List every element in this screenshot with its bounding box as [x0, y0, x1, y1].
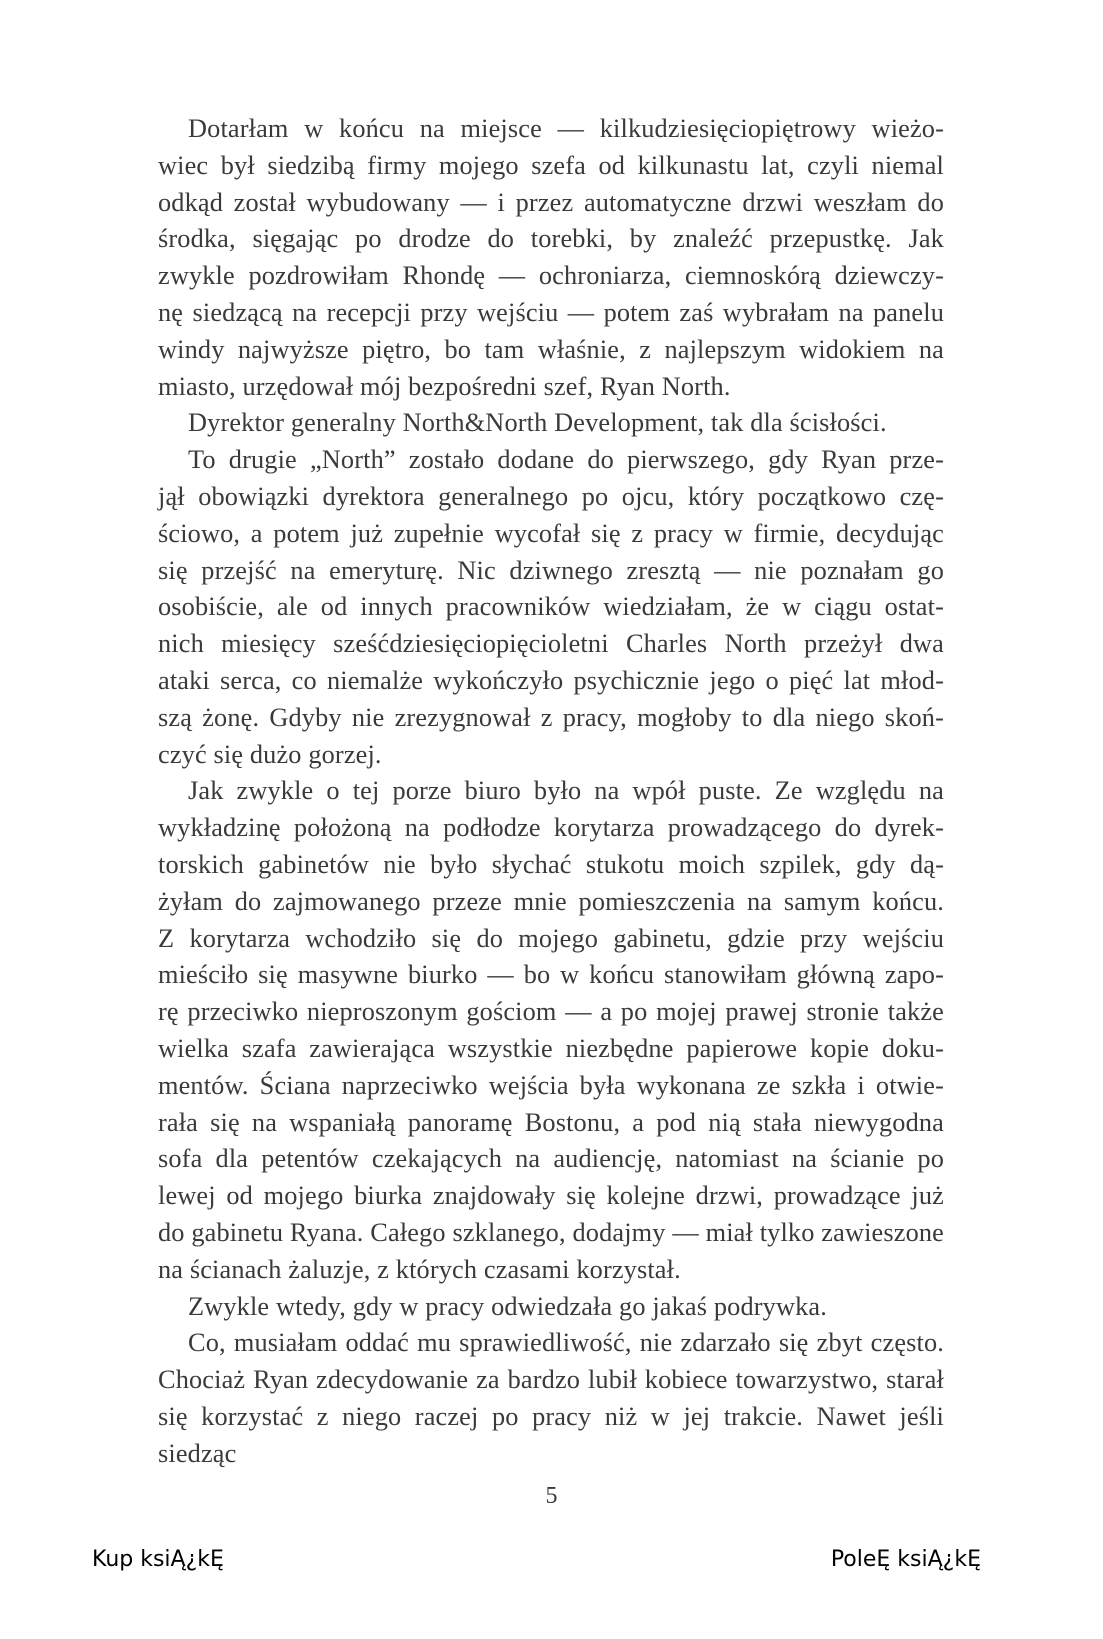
paragraph-line: środka, sięgając po drodze do torebki, by znaleźć przepustkę. Jak: [158, 224, 944, 254]
paragraph-line: jął obowiązki dyrektora generalnego po ojcu, który początkowo czę-: [158, 481, 944, 511]
paragraph-line: torskich gabinetów nie było słychać stukotu moich szpilek, gdy dą-: [158, 849, 944, 879]
paragraph-line: Dyrektor generalny North&North Development, tak dla ścisłości.: [188, 408, 887, 438]
paragraph-line: wielka szafa zawierająca wszystkie niezbędne papierowe kopie doku-: [158, 1033, 944, 1063]
paragraph-line: na ścianach żaluzje, z których czasami korzystał.: [158, 1254, 681, 1284]
paragraph-line: nich miesięcy sześćdziesięciopięcioletni Charles North przeżył dwa: [158, 629, 944, 659]
paragraph-line: żyłam do zajmowanego przeze mnie pomieszczenia na samym końcu.: [158, 886, 944, 916]
paragraph-line: zwykle pozdrowiłam Rhondę — ochroniarza, ciemnoskórą dziewczy-: [158, 261, 944, 291]
paragraph-line: lewej od mojego biurka znajdowały się kolejne drzwi, prowadzące już: [158, 1181, 944, 1211]
paragraph-line: się korzystać z niego raczej po pracy niż w jej trakcie. Nawet jeśli siedząc: [158, 1401, 944, 1468]
paragraph-line: Co, musiałam oddać mu sprawiedliwość, nie zdarzało się zbyt często.: [188, 1328, 944, 1358]
paragraph-line: ataki serca, co niemalże wykończyło psychicznie jego o pięć lat młod-: [158, 665, 944, 695]
body-text: [158, 111, 944, 1472]
paragraph-line: windy najwyższe piętro, bo tam właśnie, z najlepszym widokiem na: [158, 334, 944, 364]
paragraph-line: mentów. Ściana naprzeciwko wejścia była wykonana ze szkła i otwie-: [158, 1070, 944, 1100]
paragraph-line: Dotarłam w końcu na miejsce — kilkudziesięciopiętrowy wieżo-: [188, 114, 944, 143]
paragraph-line: Zwykle wtedy, gdy w pracy odwiedzała go jakaś podrywka.: [188, 1291, 827, 1321]
paragraph-line: nę siedzącą na recepcji przy wejściu — potem zaś wybrałam na panelu: [158, 297, 944, 327]
paragraph-line: Z korytarza wchodziło się do mojego gabinetu, gdzie przy wejściu: [158, 923, 944, 953]
paragraph-line: czyć się dużo gorzej.: [158, 739, 382, 769]
paragraph-line: sofa dla petentów czekających na audiencję, natomiast na ścianie po: [158, 1144, 944, 1174]
paragraph-line: wiec był siedzibą firmy mojego szefa od kilkunastu lat, czyli niemal: [158, 150, 944, 180]
buy-book-link[interactable]: Kup ksiĄ¿kĘ: [92, 1547, 224, 1572]
paragraph-line: do gabinetu Ryana. Całego szklanego, dodajmy — miał tylko zawieszone: [158, 1217, 944, 1247]
recommend-book-link[interactable]: PoleĘ ksiĄ¿kĘ: [830, 1547, 981, 1572]
paragraph-line: mieściło się masywne biurko — bo w końcu stanowiłam główną zapo-: [158, 960, 944, 990]
paragraph-line: rę przeciwko nieproszonym gościom — a po mojej prawej stronie także: [158, 997, 944, 1027]
paragraph-line: szą żonę. Gdyby nie zrezygnował z pracy, mogłoby to dla niego skoń-: [158, 702, 944, 732]
paragraph-line: ściowo, a potem już zupełnie wycofał się z pracy w firmie, decydując: [158, 518, 944, 548]
paragraph-line: wykładzinę położoną na podłodze korytarza prowadzącego do dyrek-: [158, 813, 944, 843]
paragraph-line: Chociaż Ryan zdecydowanie za bardzo lubił kobiece towarzystwo, starał: [158, 1365, 944, 1395]
paragraph-line: To drugie „North” zostało dodane do pierwszego, gdy Ryan prze-: [188, 445, 944, 475]
paragraph-line: Jak zwykle o tej porze biuro było na wpół puste. Ze względu na: [188, 776, 944, 806]
paragraph-line: osobiście, ale od innych pracowników wiedziałam, że w ciągu ostat-: [158, 592, 944, 622]
page-number: 5: [545, 1483, 558, 1509]
paragraph-line: rała się na wspaniałą panoramę Bostonu, a pod nią stała niewygodna: [158, 1107, 944, 1137]
paragraph-line: się przejść na emeryturę. Nic dziwnego zresztą — nie poznałam go: [158, 555, 944, 585]
paragraph-line: odkąd został wybudowany — i przez automatyczne drzwi weszłam do: [158, 187, 944, 217]
paragraph-line: miasto, urzędował mój bezpośredni szef, Ryan North.: [158, 371, 731, 401]
